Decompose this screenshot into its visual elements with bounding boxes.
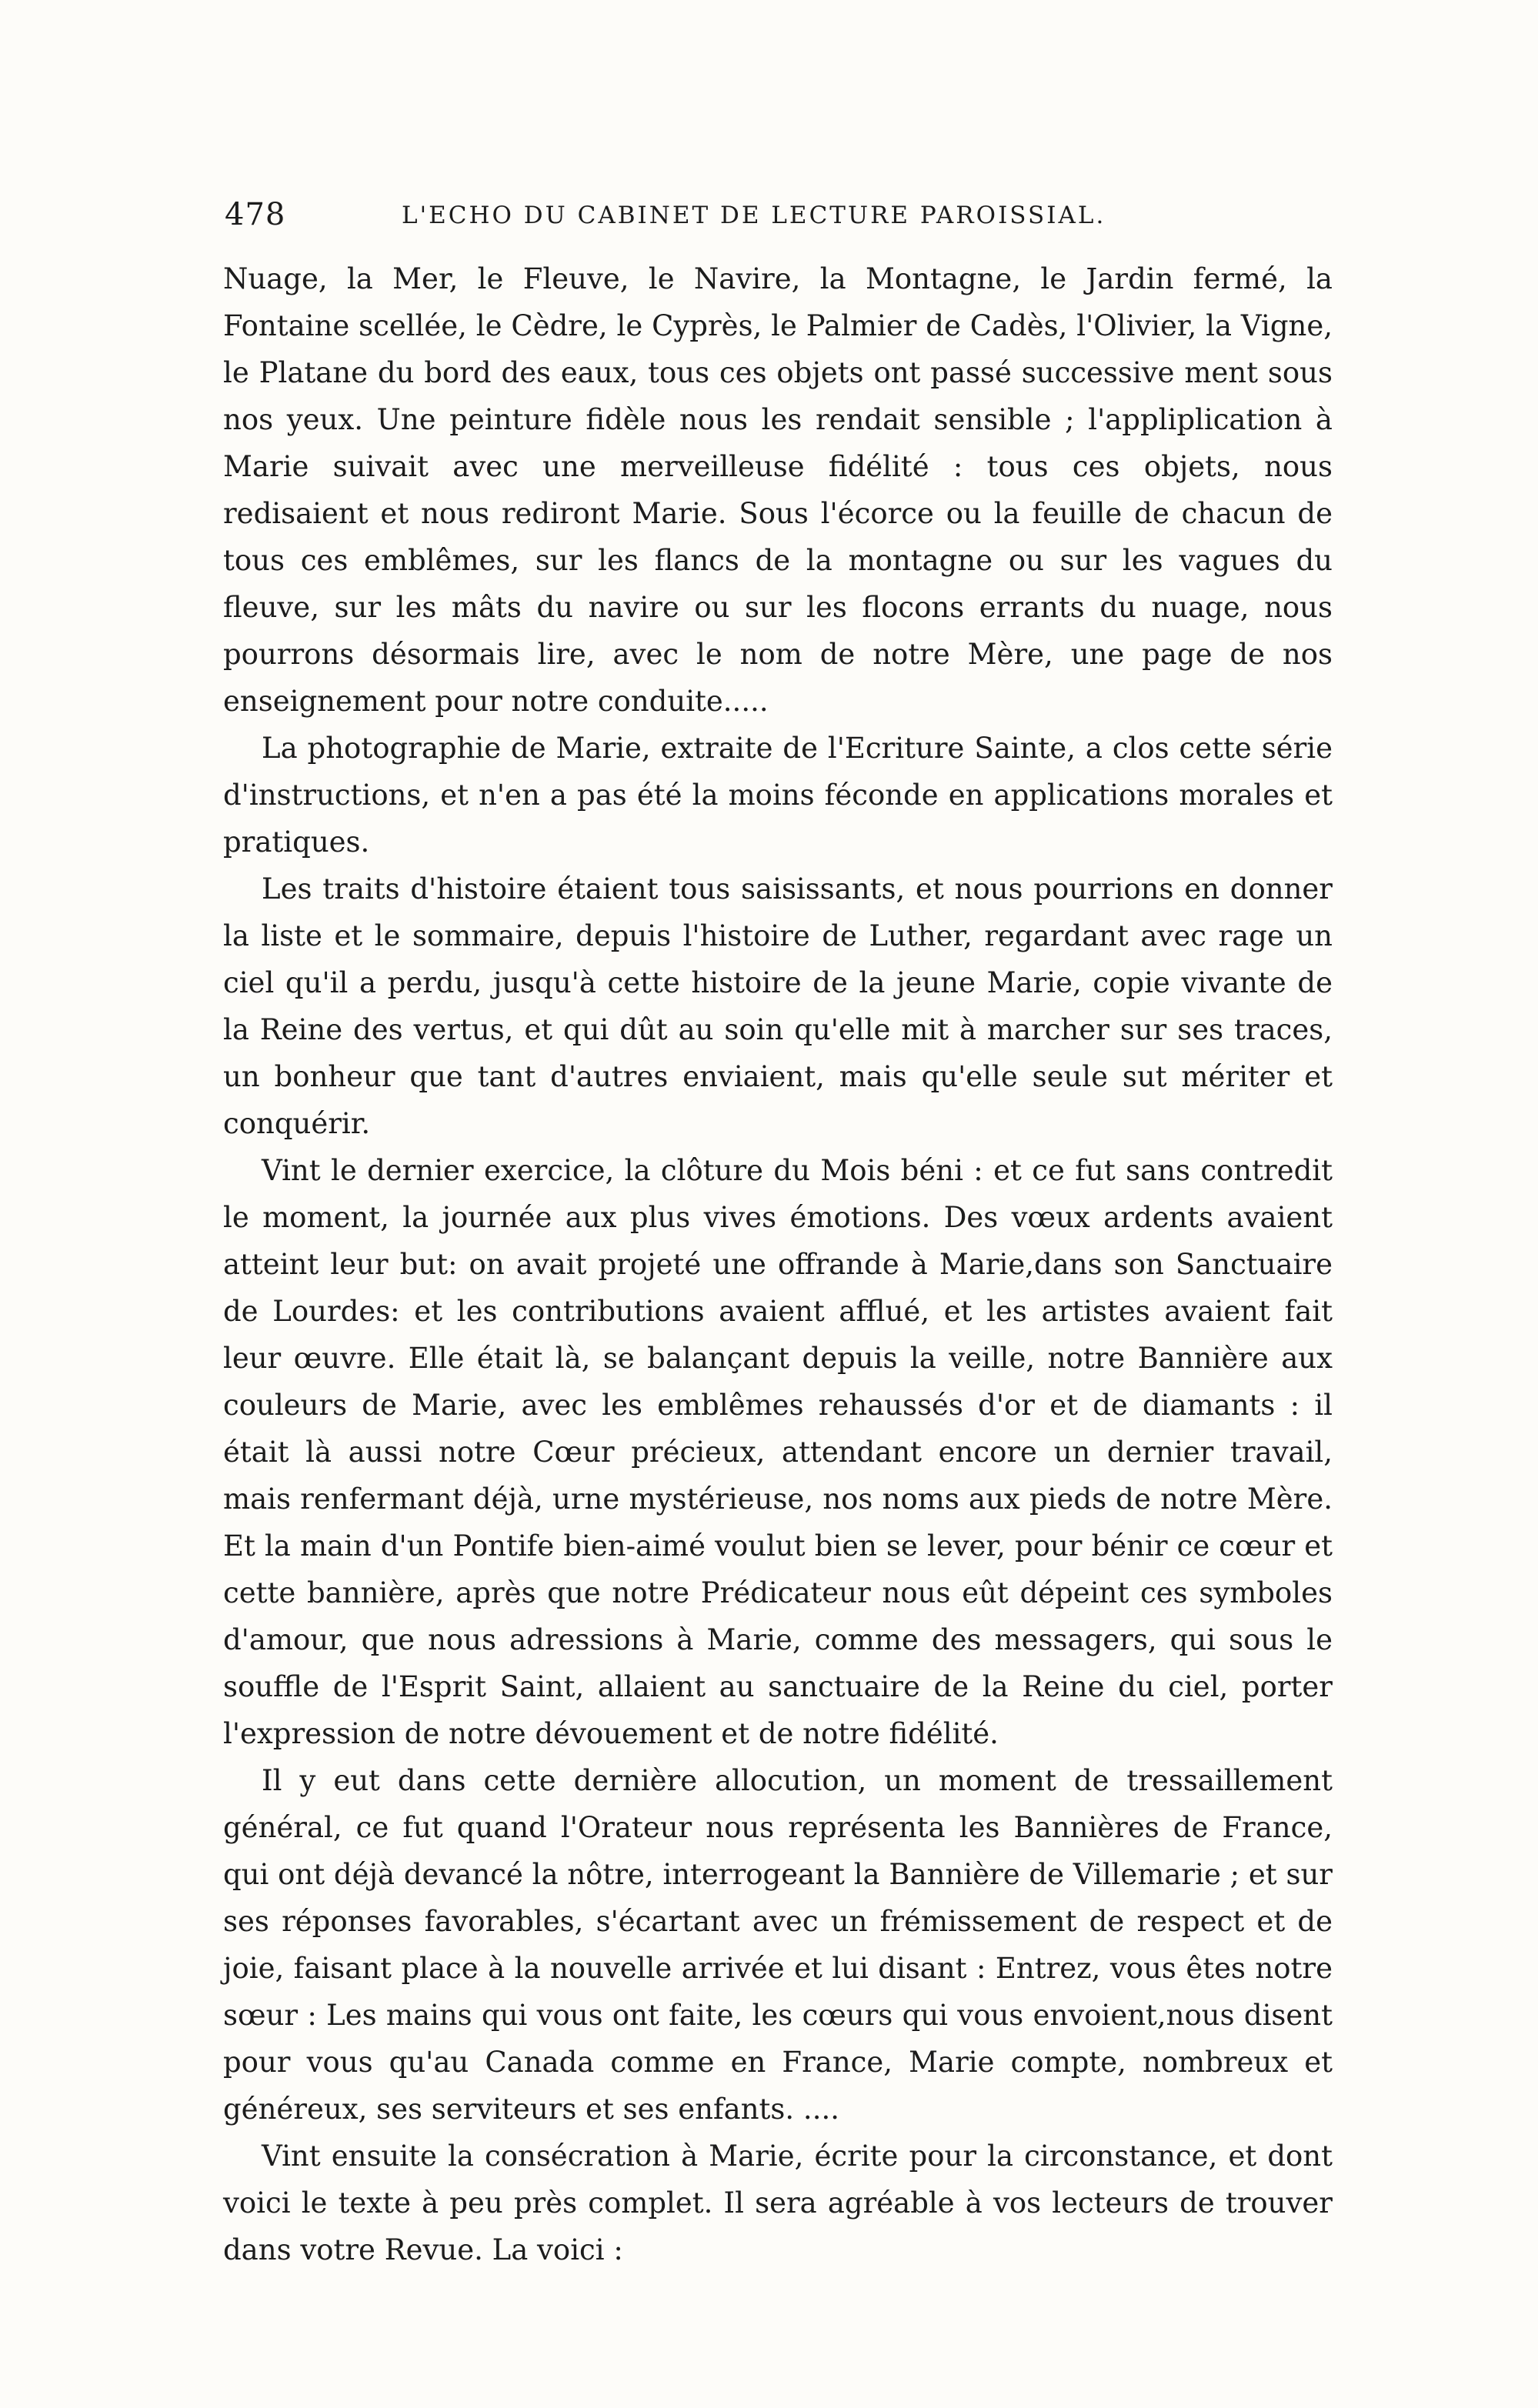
paragraph: Vint le dernier exercice, la clôture du Mois béni : et ce fut sans contredit le moment, la journée aux plus vives émotions. Des vœux ardents avaient atteint leur but: on avait projeté une offrande à Marie,dans son Sanctuaire de Lourdes: et les contributions avaient afflué, et les artistes avaient fait leur œuvre. Elle était là, se balançant depuis la veille, notre Bannière aux couleurs de Marie, avec les emblêmes rehaussés d'or et de diamants : il était là aussi notre Cœur précieux, attendant encore un dernier travail, mais renfermant déjà, urne mystérieuse, nos noms aux pieds de notre Mère. Et la main d'un Pontife bien-aimé voulut bien se lever, pour bénir ce cœur et cette bannière, après que notre Prédicateur nous eût dépeint ces symboles d'amour, que nous adressions à Marie, comme des messagers, qui sous le souffle de l'Esprit Saint, allaient au sanctuaire de la Reine du ciel, porter l'expression de notre dévouement et de notre fidélité.	[223, 1154, 1333, 1750]
body-text	[223, 255, 1333, 2273]
page-number: 478	[225, 197, 286, 232]
paragraph: La photographie de Marie, extraite de l'Ecriture Sainte, a clos cette série d'instructions, et n'en a pas été la moins féconde en applications morales et pratiques.	[223, 732, 1333, 859]
paragraph: Nuage, la Mer, le Fleuve, le Navire, la Montagne, le Jardin fermé, la Fontaine scellée, le Cèdre, le Cyprès, le Palmier de Cadès, l'Olivier, la Vigne, le Platane du bord des eaux, tous ces objets ont passé successive ment sous nos yeux. Une peinture fidèle nous les rendait sensible ; l'appliplication à Marie suivait avec une merveilleuse fidélité : tous ces objets, nous redisaient et nous rediront Marie. Sous l'écorce ou la feuille de chacun de tous ces emblêmes, sur les flancs de la montagne ou sur les vagues du fleuve, sur les mâts du navire ou sur les flocons errants du nuage, nous pourrons désormais lire, avec le nom de notre Mère, une page de nos enseignement pour notre conduite.....	[223, 262, 1333, 718]
running-title: L'ECHO DU CABINET DE LECTURE PAROISSIAL.	[402, 202, 1106, 229]
paragraph: Les traits d'histoire étaient tous saisissants, et nous pourrions en donner la liste et le sommaire, depuis l'histoire de Luther, regardant avec rage un ciel qu'il a perdu, jusqu'à cette histoire de la jeune Marie, copie vivante de la Reine des vertus, et qui dût au soin qu'elle mit à marcher sur ses traces, un bonheur que tant d'autres enviaient, mais qu'elle seule sut mériter et conquérir.	[223, 872, 1333, 1140]
paragraph: Vint ensuite la consécration à Marie, écrite pour la circonstance, et dont voici le texte à peu près complet. Il sera agréable à vos lecteurs de trouver dans votre Revue. La voici :	[223, 2140, 1333, 2266]
paragraph: Il y eut dans cette dernière allocution, un moment de tressaillement général, ce fut quand l'Orateur nous représenta les Bannières de France, qui ont déjà devancé la nôtre, interrogeant la Bannière de Villemarie ; et sur ses réponses favorables, s'écartant avec un frémissement de respect et de joie, faisant place à la nouvelle arrivée et lui disant : Entrez, vous êtes notre sœur : Les mains qui vous ont faite, les cœurs qui vous envoient,nous disent pour vous qu'au Canada comme en France, Marie compte, nombreux et généreux, ses serviteurs et ses enfants. ....	[223, 1764, 1333, 2126]
page-header	[225, 197, 1333, 243]
